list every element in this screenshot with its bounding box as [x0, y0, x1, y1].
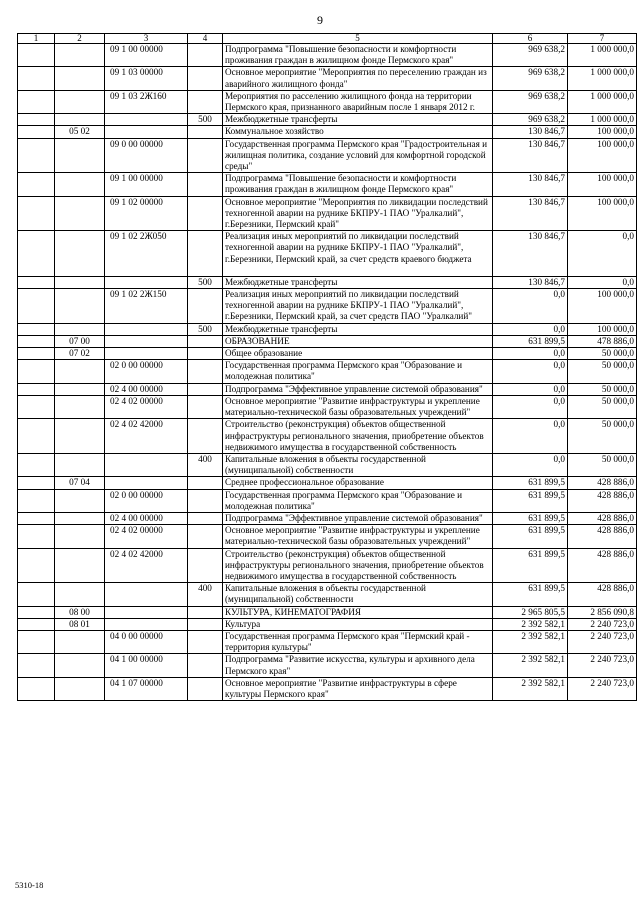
- cell-expense-type: 500: [188, 323, 223, 335]
- cell-section: [55, 90, 105, 113]
- cell-name: Государственная программа Пермского края "Пермский край - территория культуры": [223, 630, 493, 653]
- cell-amount-1: 631 899,5: [493, 525, 568, 548]
- cell-section: [55, 630, 105, 653]
- cell-target-code: 09 1 02 2Ж150: [105, 289, 188, 324]
- cell-section: [55, 677, 105, 700]
- cell-expense-type: 400: [188, 583, 223, 606]
- cell-col-1: [18, 583, 55, 606]
- cell-target-code: [105, 583, 188, 606]
- cell-amount-1: 0,0: [493, 289, 568, 324]
- cell-expense-type: [188, 677, 223, 700]
- header-col-4: 4: [188, 34, 223, 44]
- cell-amount-2: 428 886,0: [568, 477, 637, 489]
- cell-section: 07 02: [55, 348, 105, 360]
- table-row: [18, 453, 637, 476]
- cell-target-code: 04 1 07 00000: [105, 677, 188, 700]
- cell-col-1: [18, 548, 55, 583]
- cell-amount-2: 1 000 000,0: [568, 67, 637, 90]
- cell-section: [55, 383, 105, 395]
- cell-expense-type: [188, 477, 223, 489]
- table-row: [18, 630, 637, 653]
- cell-expense-type: [188, 335, 223, 347]
- table-row: [18, 67, 637, 90]
- cell-name: ОБРАЗОВАНИЕ: [223, 335, 493, 347]
- cell-expense-type: [188, 360, 223, 383]
- cell-col-1: [18, 419, 55, 454]
- page-number: 9: [317, 13, 323, 27]
- cell-target-code: [105, 618, 188, 630]
- cell-amount-1: 130 846,7: [493, 196, 568, 231]
- header-col-1: 1: [18, 34, 55, 44]
- cell-expense-type: [188, 548, 223, 583]
- cell-name: Основное мероприятие "Развитие инфраструктуры и укрепление материально-технической базы образовательных учреждений": [223, 395, 493, 418]
- cell-col-1: [18, 360, 55, 383]
- cell-name: Капитальные вложения в объекты государственной (муниципальной) собственности: [223, 453, 493, 476]
- cell-target-code: [105, 477, 188, 489]
- table-row: [18, 348, 637, 360]
- cell-name: Подпрограмма "Эффективное управление системой образования": [223, 383, 493, 395]
- cell-col-1: [18, 630, 55, 653]
- cell-name: Реализация иных мероприятий по ликвидации последствий техногенной аварии на руднике БКПРУ-1 ПАО "Уралкалий", г.Березники, Пермский край, за счет средств краевого бюджета: [223, 231, 493, 277]
- cell-amount-2: 50 000,0: [568, 453, 637, 476]
- cell-col-1: [18, 44, 55, 67]
- cell-col-1: [18, 395, 55, 418]
- cell-expense-type: [188, 348, 223, 360]
- cell-col-1: [18, 606, 55, 618]
- cell-target-code: 09 1 03 00000: [105, 67, 188, 90]
- cell-amount-2: 50 000,0: [568, 383, 637, 395]
- cell-col-1: [18, 453, 55, 476]
- cell-expense-type: 500: [188, 114, 223, 126]
- cell-amount-1: 631 899,5: [493, 489, 568, 512]
- cell-section: [55, 419, 105, 454]
- table-row: [18, 489, 637, 512]
- cell-col-1: [18, 323, 55, 335]
- cell-name: Основное мероприятие "Мероприятия по ликвидации последствий техногенной аварии на руднике БКПРУ-1 ПАО "Уралкалий", г.Березники, Пермский край": [223, 196, 493, 231]
- cell-expense-type: [188, 231, 223, 277]
- cell-name: Государственная программа Пермского края "Образование и молодежная политика": [223, 360, 493, 383]
- table-row: [18, 196, 637, 231]
- cell-amount-1: 0,0: [493, 360, 568, 383]
- cell-amount-2: 2 240 723,0: [568, 677, 637, 700]
- cell-target-code: 02 4 02 00000: [105, 395, 188, 418]
- table-row: [18, 90, 637, 113]
- cell-section: [55, 395, 105, 418]
- cell-name: Коммунальное хозяйство: [223, 126, 493, 138]
- cell-amount-1: 0,0: [493, 323, 568, 335]
- cell-target-code: 09 1 02 00000: [105, 196, 188, 231]
- cell-name: Основное мероприятие "Развитие инфраструктуры и укрепление материально-технической базы образовательных учреждений": [223, 525, 493, 548]
- cell-target-code: 02 4 02 42000: [105, 419, 188, 454]
- cell-section: [55, 525, 105, 548]
- header-row: [18, 34, 637, 44]
- cell-name: КУЛЬТУРА, КИНЕМАТОГРАФИЯ: [223, 606, 493, 618]
- cell-target-code: [105, 126, 188, 138]
- cell-section: 05 02: [55, 126, 105, 138]
- cell-section: [55, 231, 105, 277]
- cell-expense-type: [188, 618, 223, 630]
- cell-name: Капитальные вложения в объекты государственной (муниципальной) собственности: [223, 583, 493, 606]
- cell-amount-1: 2 392 582,1: [493, 630, 568, 653]
- cell-section: [55, 323, 105, 335]
- header-col-5: 5: [223, 34, 493, 44]
- cell-col-1: [18, 654, 55, 677]
- cell-section: [55, 67, 105, 90]
- cell-name: Государственная программа Пермского края "Градостроительная и жилищная политика, создание условий для комфортной городской среды": [223, 138, 493, 173]
- cell-expense-type: [188, 67, 223, 90]
- cell-col-1: [18, 196, 55, 231]
- cell-target-code: 09 0 00 00000: [105, 138, 188, 173]
- cell-name: Подпрограмма "Повышение безопасности и комфортности проживания граждан в жилищном фонде Пермского края": [223, 173, 493, 196]
- cell-expense-type: [188, 525, 223, 548]
- cell-col-1: [18, 126, 55, 138]
- cell-amount-2: 428 886,0: [568, 525, 637, 548]
- cell-target-code: 09 1 00 00000: [105, 44, 188, 67]
- cell-target-code: [105, 114, 188, 126]
- cell-section: [55, 44, 105, 67]
- cell-amount-2: 428 886,0: [568, 583, 637, 606]
- cell-section: 08 00: [55, 606, 105, 618]
- table-row: [18, 477, 637, 489]
- cell-name: Межбюджетные трансферты: [223, 323, 493, 335]
- cell-amount-1: 0,0: [493, 348, 568, 360]
- cell-amount-1: 2 392 582,1: [493, 677, 568, 700]
- cell-amount-1: 130 846,7: [493, 126, 568, 138]
- cell-expense-type: [188, 419, 223, 454]
- cell-col-1: [18, 477, 55, 489]
- cell-amount-2: 1 000 000,0: [568, 44, 637, 67]
- cell-section: [55, 654, 105, 677]
- cell-amount-2: 100 000,0: [568, 126, 637, 138]
- table-row: [18, 618, 637, 630]
- budget-table: [17, 33, 637, 701]
- cell-amount-1: 631 899,5: [493, 548, 568, 583]
- cell-section: [55, 360, 105, 383]
- cell-amount-1: 0,0: [493, 453, 568, 476]
- cell-section: [55, 512, 105, 524]
- table-body: [18, 44, 637, 701]
- table-row: [18, 231, 637, 277]
- cell-amount-1: 969 638,2: [493, 67, 568, 90]
- cell-amount-2: 100 000,0: [568, 196, 637, 231]
- cell-target-code: 04 1 00 00000: [105, 654, 188, 677]
- table-row: [18, 276, 637, 288]
- cell-amount-2: 100 000,0: [568, 289, 637, 324]
- cell-name: Основное мероприятие "Мероприятия по переселению граждан из аварийного жилищного фонда": [223, 67, 493, 90]
- cell-target-code: 02 4 02 42000: [105, 548, 188, 583]
- cell-target-code: [105, 335, 188, 347]
- cell-amount-1: 969 638,2: [493, 44, 568, 67]
- cell-section: [55, 289, 105, 324]
- cell-section: 08 01: [55, 618, 105, 630]
- cell-section: 07 00: [55, 335, 105, 347]
- cell-name: Государственная программа Пермского края "Образование и молодежная политика": [223, 489, 493, 512]
- cell-section: [55, 489, 105, 512]
- cell-name: Подпрограмма "Развитие искусства, культуры и архивного дела Пермского края": [223, 654, 493, 677]
- table-row: [18, 677, 637, 700]
- cell-name: Межбюджетные трансферты: [223, 114, 493, 126]
- cell-col-1: [18, 677, 55, 700]
- cell-amount-1: 130 846,7: [493, 276, 568, 288]
- cell-expense-type: [188, 606, 223, 618]
- cell-target-code: [105, 606, 188, 618]
- cell-expense-type: [188, 654, 223, 677]
- header-col-2: 2: [55, 34, 105, 44]
- cell-amount-1: 631 899,5: [493, 583, 568, 606]
- cell-amount-2: 1 000 000,0: [568, 114, 637, 126]
- cell-section: [55, 453, 105, 476]
- cell-amount-2: 50 000,0: [568, 360, 637, 383]
- cell-expense-type: [188, 138, 223, 173]
- cell-col-1: [18, 335, 55, 347]
- cell-amount-2: 1 000 000,0: [568, 90, 637, 113]
- cell-amount-1: 0,0: [493, 395, 568, 418]
- table-row: [18, 126, 637, 138]
- cell-amount-2: 2 240 723,0: [568, 654, 637, 677]
- cell-expense-type: [188, 196, 223, 231]
- cell-section: [55, 276, 105, 288]
- cell-amount-2: 50 000,0: [568, 395, 637, 418]
- cell-section: [55, 583, 105, 606]
- cell-col-1: [18, 276, 55, 288]
- cell-amount-1: 0,0: [493, 419, 568, 454]
- cell-amount-1: 969 638,2: [493, 90, 568, 113]
- header-col-7: 7: [568, 34, 637, 44]
- cell-amount-1: 631 899,5: [493, 335, 568, 347]
- cell-name: Подпрограмма "Эффективное управление системой образования": [223, 512, 493, 524]
- table-row: [18, 173, 637, 196]
- cell-target-code: 09 1 00 00000: [105, 173, 188, 196]
- cell-amount-1: 631 899,5: [493, 477, 568, 489]
- table-row: [18, 548, 637, 583]
- cell-col-1: [18, 289, 55, 324]
- cell-col-1: [18, 618, 55, 630]
- cell-amount-1: 2 965 805,5: [493, 606, 568, 618]
- table-row: [18, 654, 637, 677]
- cell-expense-type: [188, 383, 223, 395]
- table-row: [18, 44, 637, 67]
- cell-section: [55, 114, 105, 126]
- cell-amount-2: 50 000,0: [568, 419, 637, 454]
- cell-amount-2: 478 886,0: [568, 335, 637, 347]
- cell-target-code: 09 1 03 2Ж160: [105, 90, 188, 113]
- cell-col-1: [18, 67, 55, 90]
- cell-target-code: 02 4 02 00000: [105, 525, 188, 548]
- cell-amount-2: 100 000,0: [568, 138, 637, 173]
- cell-amount-2: 2 856 090,8: [568, 606, 637, 618]
- cell-amount-2: 2 240 723,0: [568, 618, 637, 630]
- document-code: 5310-18: [15, 880, 44, 890]
- cell-target-code: 02 0 00 00000: [105, 360, 188, 383]
- cell-expense-type: [188, 173, 223, 196]
- cell-name: Межбюджетные трансферты: [223, 276, 493, 288]
- cell-col-1: [18, 114, 55, 126]
- cell-name: Культура: [223, 618, 493, 630]
- cell-section: [55, 138, 105, 173]
- cell-amount-2: 428 886,0: [568, 548, 637, 583]
- cell-expense-type: [188, 44, 223, 67]
- cell-amount-1: 2 392 582,1: [493, 618, 568, 630]
- cell-target-code: [105, 348, 188, 360]
- cell-amount-2: 100 000,0: [568, 323, 637, 335]
- cell-col-1: [18, 383, 55, 395]
- cell-name: Мероприятия по расселению жилищного фонда на территории Пермского края, признанного аварийным после 1 января 2012 г.: [223, 90, 493, 113]
- cell-section: [55, 548, 105, 583]
- cell-target-code: 02 4 00 00000: [105, 512, 188, 524]
- cell-name: Строительство (реконструкция) объектов общественной инфраструктуры регионального значения, приобретение объектов недвижимого имущества в государственной собственность: [223, 419, 493, 454]
- cell-col-1: [18, 173, 55, 196]
- cell-col-1: [18, 138, 55, 173]
- cell-target-code: 02 0 00 00000: [105, 489, 188, 512]
- cell-col-1: [18, 231, 55, 277]
- cell-amount-1: 631 899,5: [493, 512, 568, 524]
- header-col-6: 6: [493, 34, 568, 44]
- table-row: [18, 583, 637, 606]
- cell-section: [55, 173, 105, 196]
- cell-expense-type: [188, 289, 223, 324]
- table-row: [18, 606, 637, 618]
- cell-col-1: [18, 90, 55, 113]
- cell-expense-type: 400: [188, 453, 223, 476]
- header-col-3: 3: [105, 34, 188, 44]
- cell-amount-1: 130 846,7: [493, 231, 568, 277]
- cell-amount-2: 0,0: [568, 231, 637, 277]
- table-row: [18, 419, 637, 454]
- cell-target-code: 04 0 00 00000: [105, 630, 188, 653]
- cell-target-code: [105, 276, 188, 288]
- cell-amount-1: 130 846,7: [493, 138, 568, 173]
- table-row: [18, 138, 637, 173]
- cell-name: Среднее профессиональное образование: [223, 477, 493, 489]
- cell-expense-type: [188, 630, 223, 653]
- table-row: [18, 360, 637, 383]
- cell-expense-type: [188, 512, 223, 524]
- cell-amount-1: 0,0: [493, 383, 568, 395]
- cell-amount-2: 428 886,0: [568, 512, 637, 524]
- cell-target-code: 09 1 02 2Ж050: [105, 231, 188, 277]
- cell-target-code: [105, 453, 188, 476]
- cell-expense-type: [188, 126, 223, 138]
- cell-section: 07 04: [55, 477, 105, 489]
- cell-amount-2: 428 886,0: [568, 489, 637, 512]
- cell-amount-2: 50 000,0: [568, 348, 637, 360]
- table-row: [18, 323, 637, 335]
- table-row: [18, 114, 637, 126]
- table-row: [18, 289, 637, 324]
- cell-amount-2: 100 000,0: [568, 173, 637, 196]
- cell-amount-1: 969 638,2: [493, 114, 568, 126]
- cell-amount-1: 2 392 582,1: [493, 654, 568, 677]
- cell-expense-type: [188, 395, 223, 418]
- cell-col-1: [18, 489, 55, 512]
- cell-col-1: [18, 348, 55, 360]
- cell-expense-type: [188, 90, 223, 113]
- cell-col-1: [18, 512, 55, 524]
- table-row: [18, 335, 637, 347]
- cell-target-code: 02 4 00 00000: [105, 383, 188, 395]
- cell-name: Строительство (реконструкция) объектов общественной инфраструктуры регионального значения, приобретение объектов недвижимого имущества в государственной собственность: [223, 548, 493, 583]
- cell-name: Основное мероприятие "Развитие инфраструктуры в сфере культуры Пермского края": [223, 677, 493, 700]
- cell-amount-2: 2 240 723,0: [568, 630, 637, 653]
- cell-name: Общее образование: [223, 348, 493, 360]
- cell-amount-1: 130 846,7: [493, 173, 568, 196]
- cell-name: Подпрограмма "Повышение безопасности и комфортности проживания граждан в жилищном фонде Пермского края": [223, 44, 493, 67]
- cell-amount-2: 0,0: [568, 276, 637, 288]
- table-row: [18, 512, 637, 524]
- cell-target-code: [105, 323, 188, 335]
- cell-name: Реализация иных мероприятий по ликвидации последствий техногенной аварии на руднике БКПРУ-1 ПАО "Уралкалий", г.Березники, Пермский край, за счет средств ПАО "Уралкалий": [223, 289, 493, 324]
- table-row: [18, 383, 637, 395]
- table-row: [18, 395, 637, 418]
- cell-expense-type: [188, 489, 223, 512]
- cell-expense-type: 500: [188, 276, 223, 288]
- table-row: [18, 525, 637, 548]
- cell-col-1: [18, 525, 55, 548]
- cell-section: [55, 196, 105, 231]
